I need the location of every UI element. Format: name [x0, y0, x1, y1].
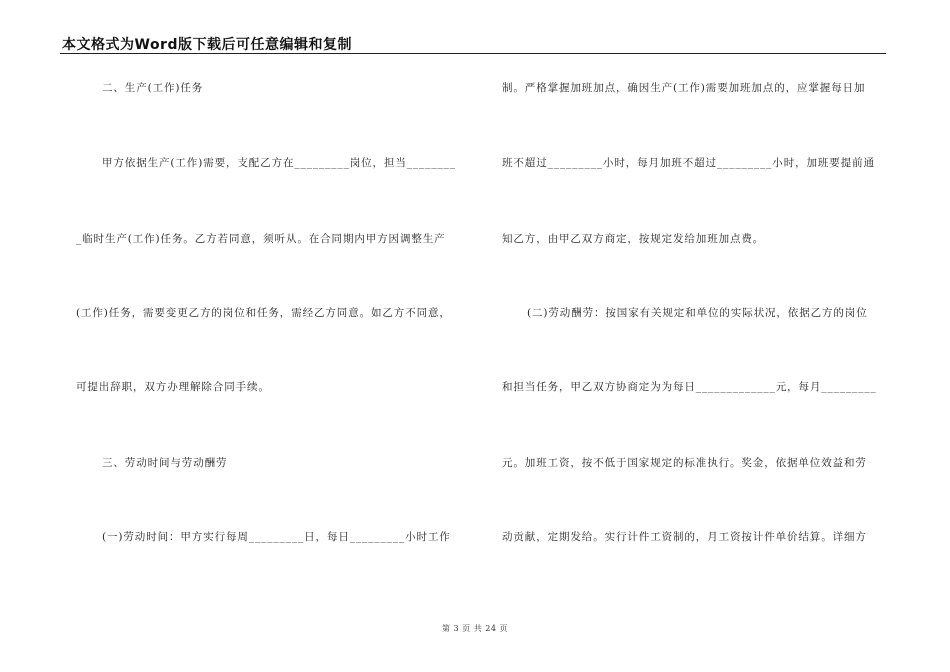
- left-paragraph-line: 可提出辞职，双方办理解除合同手续。: [76, 381, 270, 393]
- right-paragraph-line: 元。加班工资，按不低于国家规定的标准执行。奖金，依据单位效益和劳: [502, 457, 867, 469]
- page-number: 第 3 页 共 24 页: [442, 624, 508, 633]
- right-paragraph-line: 班不超过_________小时，每月加班不超过_________小时，加班要提前通: [502, 157, 875, 169]
- left-paragraph-line: (一)劳动时间：甲方实行每周_________日，每日_________小时工作: [102, 531, 451, 543]
- right-paragraph-line: (二)劳动酬劳：按国家有关规定和单位的实际状况，依据乙方的岗位: [527, 307, 868, 319]
- right-paragraph-line: 动贡献，定期发给。实行计件工资制的，月工资按计件单价结算。详细方: [502, 531, 867, 543]
- section-heading-tasks: 二、生产(工作)任务: [102, 82, 204, 94]
- left-paragraph-line: 甲方依据生产(工作)需要，支配乙方在_________岗位，担当________: [102, 157, 456, 169]
- document-header-title: 本文格式为Word版下载后可任意编辑和复制: [62, 37, 352, 53]
- right-paragraph-line: 制。严格掌握加班加点，确因生产(工作)需要加班加点的，应掌握每日加: [502, 82, 866, 94]
- left-paragraph-line: _临时生产(工作)任务。乙方若同意，须听从。在合同期内甲方因调整生产: [76, 233, 446, 245]
- right-paragraph-line: 知乙方，由甲乙双方商定，按规定发给加班加点费。: [502, 233, 765, 245]
- header-divider: [60, 53, 886, 54]
- right-paragraph-line: 和担当任务，甲乙双方协商定为为每日_____________元，每月_________: [502, 381, 877, 393]
- left-paragraph-line: (工作)任务，需要变更乙方的岗位和任务，需经乙方同意。如乙方不同意，: [76, 307, 451, 319]
- section-heading-hours-pay: 三、劳动时间与劳动酬劳: [102, 457, 228, 469]
